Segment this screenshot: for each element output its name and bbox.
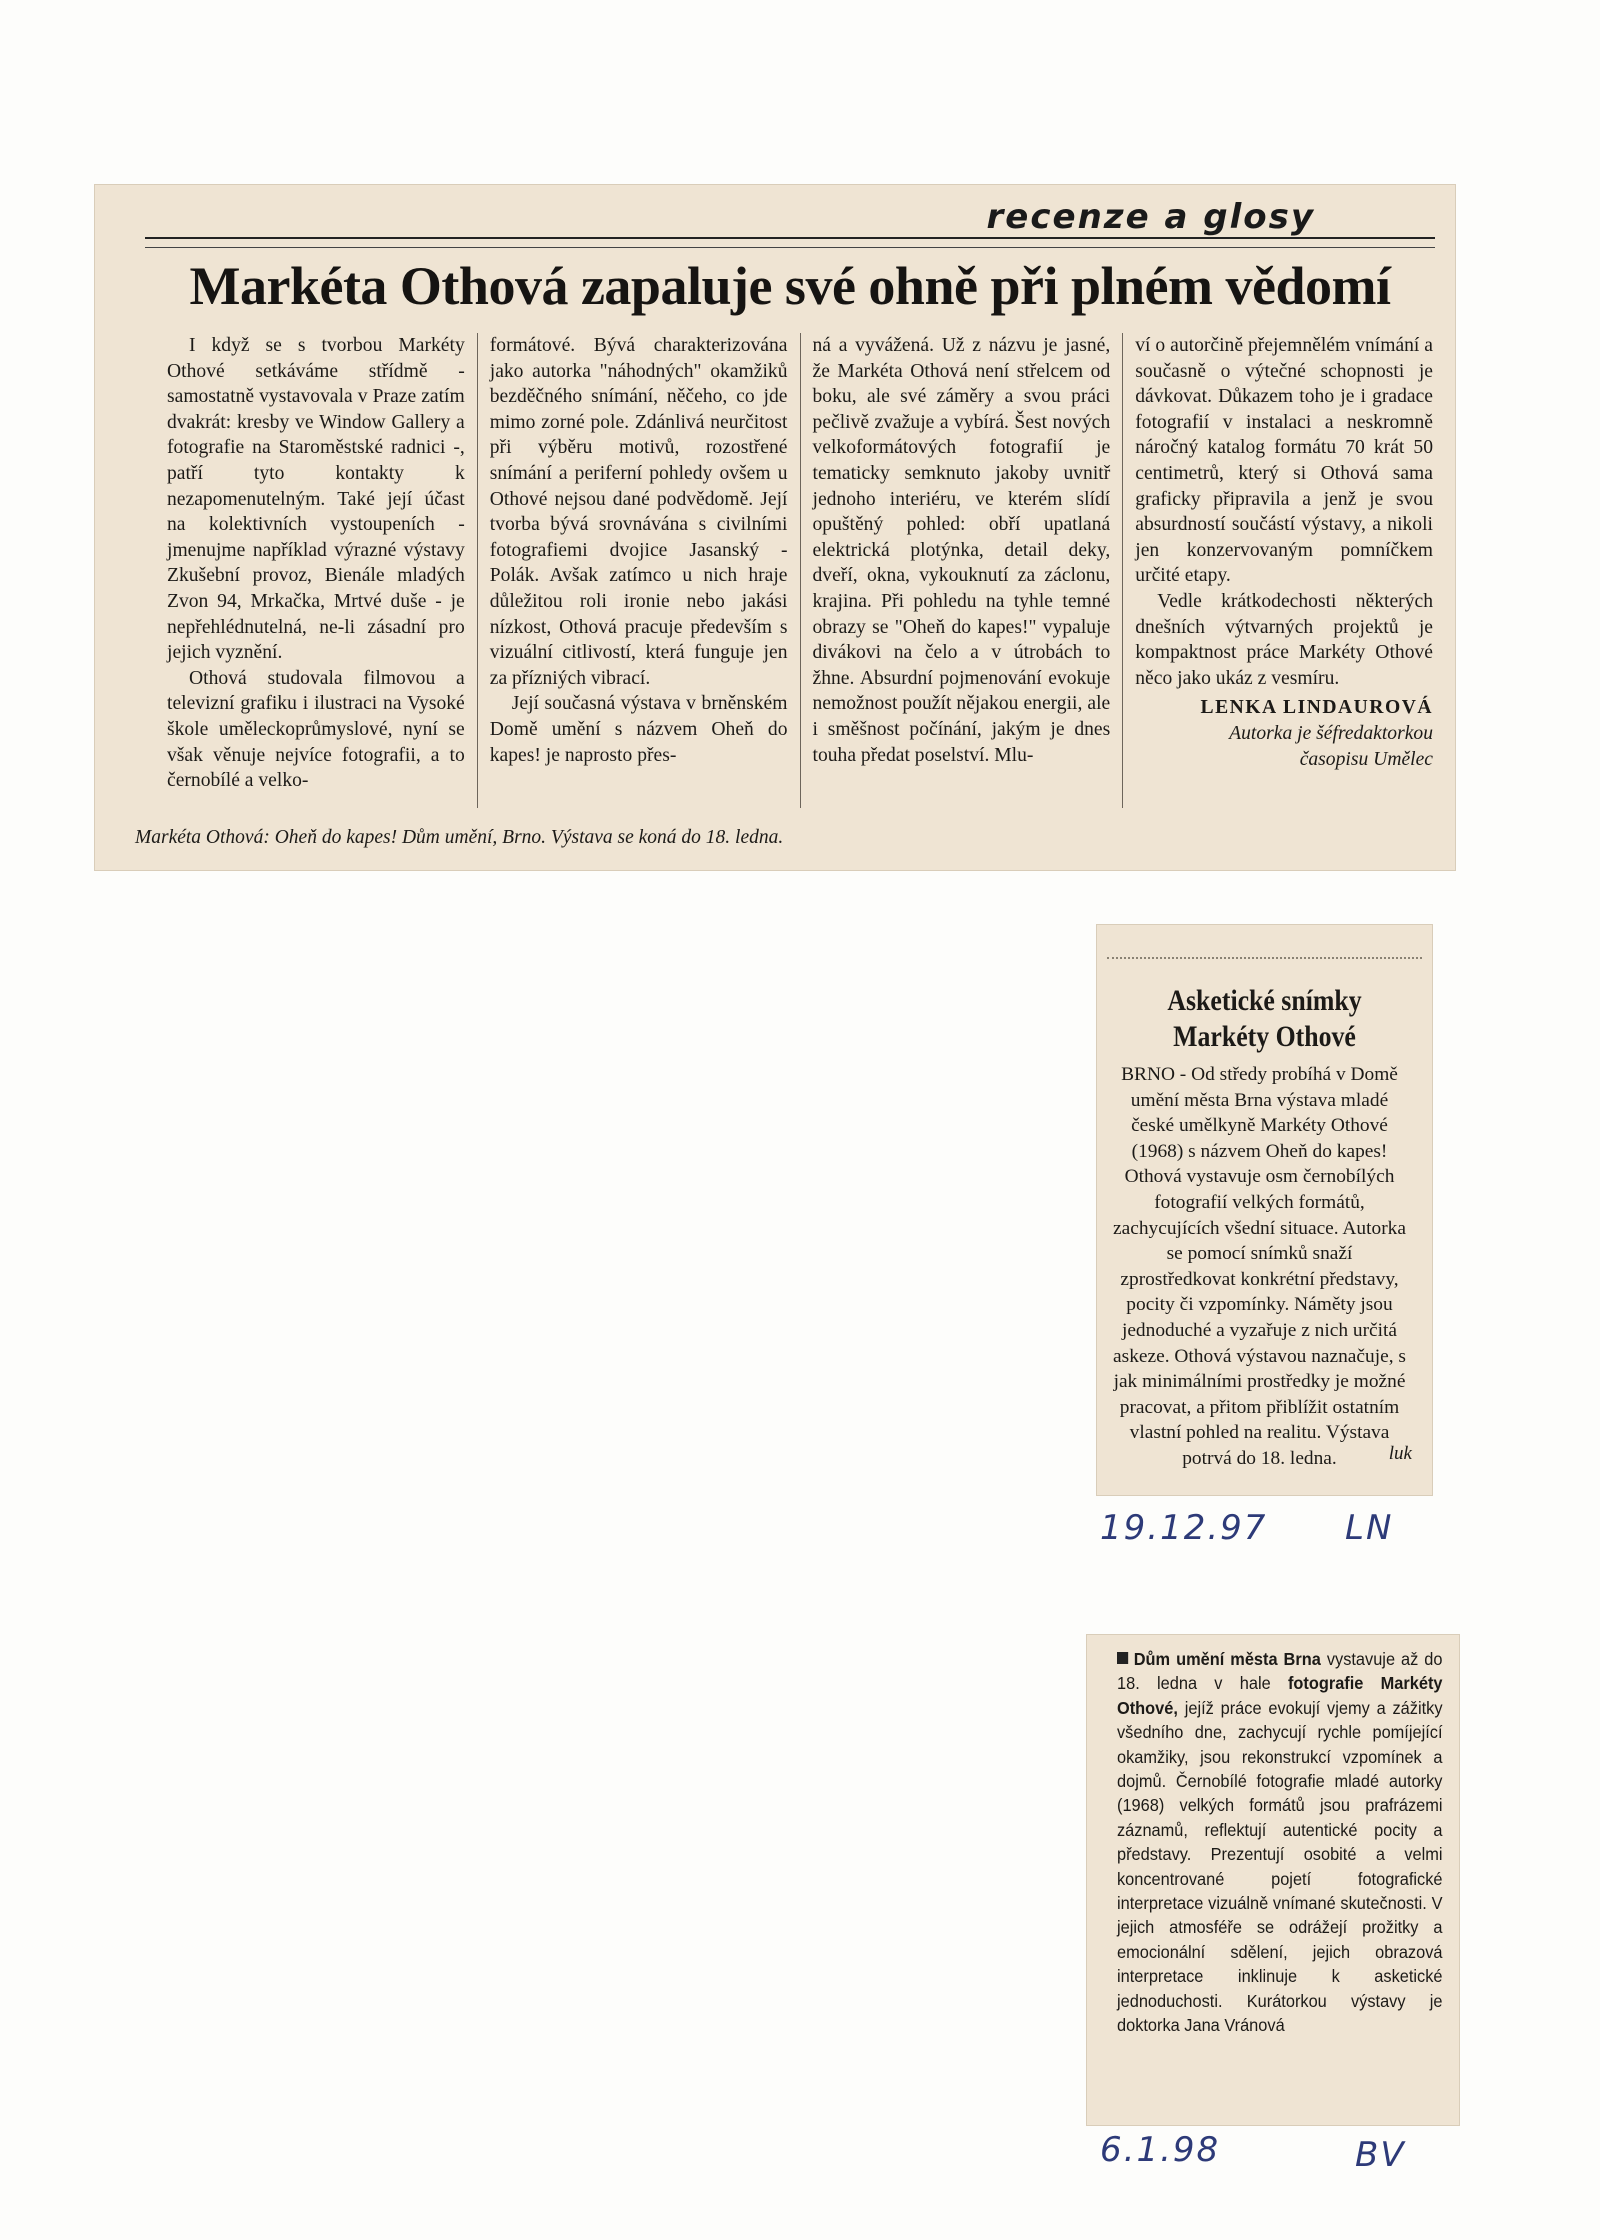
column-4 xyxy=(1122,333,1445,808)
paragraph: ví o autorčině přejemnělém vnímání a současně o výtečné schopnosti je dávkovat. Důkazem toho je i gradace fotografií v instalaci a neskromně náročný katalog formátu 70 krát 50 centimetrů, který si Othová sama graficky připravila a jenž je svou absurdností součástí výstavy, a nikoli jen konzervovaným pomníčkem určité etapy. xyxy=(1135,335,1433,587)
handwritten-source: BV xyxy=(1355,2135,1406,2175)
bullet-square-icon xyxy=(1117,1652,1128,1664)
author-note: časopisu Umělec xyxy=(1299,748,1433,770)
article-body xyxy=(1117,1647,1443,2038)
paragraph: Její současná výstava v brněnském Domě umění s názvem Oheň do kapes! je naprosto přes- xyxy=(489,693,788,766)
exhibition-caption: Markéta Othová: Oheň do kapes! Dům umění, Brno. Výstava se koná do 18. ledna. xyxy=(135,827,784,848)
title-line: Asketické snímky xyxy=(1167,984,1362,1017)
text-run: jejíž práce evokují vjemy a zážitky všedního dne, zachycují rychle pomíjející okamžiky, jsou rekonstrukcí vzpomínek a dojmů. Černobílé fotografie mladé autorky (1968) velkých formátů jsou prafrázemi záznamů, reflektují autentické pocity a představy. Prezentují osobité a velmi koncentrované pojetí fotografické interpretace vizuálně vnímané skutečnosti. V jejich atmosféře se odrážejí prožitky a emocionální sdělení, jejich obrazová interpretace inklinuje k asketické jednoduchosti. Kurátorkou výstavy je doktorka Jana Vránová xyxy=(1117,1697,1443,2036)
title-line: Markéty Othové xyxy=(1173,1020,1356,1053)
article-title xyxy=(1129,983,1400,1055)
paragraph: Othová studovala filmovou a televizní grafiku i ilustraci na Vysoké škole uměleckoprůmyslové, nyní se však věnuje nejvíce fotografii, a to černobílé a velko- xyxy=(167,667,465,792)
column-3 xyxy=(800,333,1123,808)
handwritten-date: 6.1.98 xyxy=(1100,2130,1221,2170)
author-name: LENKA LINDAUROVÁ xyxy=(1200,697,1433,719)
paragraph: I když se s tvorbou Markéty Othové setkáváme střídmě - samostatně vystavovala v Praze zatím dvakrát: kresby ve Window Gallery a fotografie na Staroměstské radnici -, patří tyto kontakty k nezapomenutelným. Také její účast na kolektivních vystoupeních - jmenujme například výrazné výstavy Zkušební provoz, Bienále mladých Zvon 94, Mrkačka, Mrtvé duše - je nepřehlédnutelná, ne-li zásadní pro jejich vyznění. xyxy=(167,335,465,664)
article-body: BRNO - Od středy probíhá v Domě umění města Brna výstava mladé české umělkyně Markéty Othové (1968) s názvem Oheň do kapes! Othová vystavuje osm černobílých fotografií velkých formátů, zachycujících všední situace. Autorka se pomocí snímků snaží zprostředkovat konkrétní představy, pocity či vzpomínky. Náměty jsou jednoduché a vyzařuje z nich určitá askeze. Othová výstavou naznačuje, s jak minimálními prostředky je možné pracovat, a přitom přiblížit ostatním vlastní pohled na realitu. Výstava potrvá do 18. ledna. xyxy=(1113,1064,1406,1469)
author-signature: luk xyxy=(1388,1443,1412,1464)
header-rule-thin xyxy=(145,247,1435,248)
news-clipping-bv xyxy=(1087,1635,1459,2125)
section-label: recenze a glosy xyxy=(986,197,1315,237)
bold-text: fotografie Markéty Othové, xyxy=(1117,1673,1443,1718)
paragraph: formátové. Bývá charakterizována jako autorka "náhodných" okamžiků bezděčného snímání, něčeho, co jde mimo zorné pole. Zdánlivá neurčitost při výběru motivů, rozostřené snímání a periferní pohledy ovšem u Othové nejsou dané podvědomě. Její tvorba bývá srovnávána s civilními fotografiemi dvojice Jasanský - Polák. Avšak zatímco u nich hraje důležitou roli ironie nebo jakási nízkost, Othová pracuje především s vizuální citlivostí, která funguje jen za přízniých vibrací. xyxy=(489,335,788,689)
paragraph: Vedle krátkodechosti některých dnešních výtvarných projektů je kompaktnost práce Markéty Othové něco jako ukáz z vesmíru. xyxy=(1135,590,1433,689)
header-rule xyxy=(145,237,1435,239)
text-run: vystavuje až do 18. ledna v hale xyxy=(1117,1649,1443,1694)
news-clipping-ln xyxy=(1097,925,1432,1495)
paragraph: ná a vyvážená. Už z názvu je jasné, že Markéta Othová není střelcem od boku, ale své záměry a svou práci pečlivě zvažuje a vybírá. Šest nových velkoformátových fotografií je tematicky semknuto jakoby uvnitř jednoho interiéru, ve kterém slídí opuštěný pohled: obří upatlaná elektrická plotýnka, detail deky, dveří, okna, vykouknutí za záclonu, krajina. Při pohledu na tyhle temné obrazy se "Oheň do kapes!" vypaluje divákovi na čelo a v útrobách to žhne. Absurdní pojmenování evokuje nemožnost použít nějakou energii, ale i směšnost počínání, jakým je dnes touha předat poselství. Mlu- xyxy=(812,335,1111,766)
column-2 xyxy=(477,333,800,808)
review-clipping xyxy=(95,185,1455,870)
article-columns xyxy=(155,333,1445,808)
bold-lead: Dům umění města Brna xyxy=(1133,1649,1321,1669)
article-headline: Markéta Othová zapaluje své ohně při plném vědomí xyxy=(189,256,1391,316)
handwritten-source: LN xyxy=(1345,1508,1394,1548)
author-note: Autorka je šéfredaktorkou xyxy=(1229,722,1433,744)
column-1 xyxy=(155,333,477,808)
dotted-rule xyxy=(1107,957,1422,959)
handwritten-date: 19.12.97 xyxy=(1100,1508,1268,1548)
